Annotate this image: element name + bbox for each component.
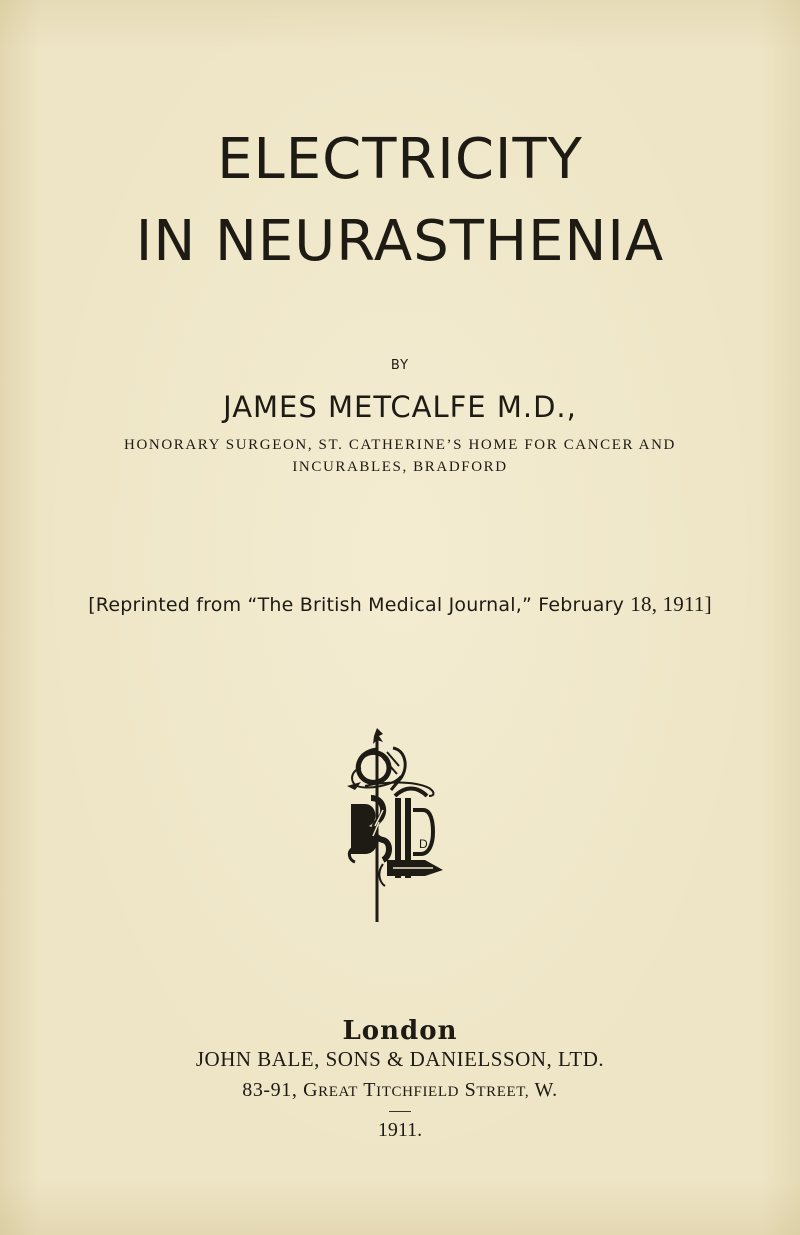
address-w: W. bbox=[534, 1079, 558, 1101]
address-street-initial: S bbox=[464, 1079, 477, 1101]
reprint-date: 18, 1911] bbox=[630, 592, 712, 616]
book-title-line-1: ELECTRICITY bbox=[217, 127, 583, 192]
imprint-address bbox=[0, 1079, 800, 1102]
affiliation-line-1: HONORARY SURGEON, ST. CATHERINE’S HOME FOR CANCER AND bbox=[124, 437, 676, 453]
address-great-rest: REAT bbox=[318, 1084, 359, 1100]
address-titchfield-initial: T bbox=[363, 1079, 377, 1101]
imprint-publisher: JOHN BALE, SONS & DANIELSSON, LTD. bbox=[195, 1047, 605, 1071]
imprint-year: 1911. bbox=[377, 1119, 423, 1141]
svg-text:D: D bbox=[419, 837, 428, 851]
reprint-text: [Reprinted from “The British Medical Journal,” February bbox=[88, 594, 625, 616]
author-affiliation bbox=[0, 434, 800, 478]
address-great bbox=[303, 1079, 358, 1101]
address-titchfield-rest: ITCHFIELD bbox=[376, 1084, 460, 1100]
address-titchfield bbox=[363, 1079, 459, 1101]
address-street-rest: TREET, bbox=[476, 1084, 530, 1100]
publisher-monogram-icon bbox=[343, 726, 463, 926]
address-great-initial: G bbox=[303, 1079, 319, 1101]
address-street bbox=[465, 1079, 530, 1101]
byline: BY bbox=[390, 358, 410, 373]
address-number: 83-91, bbox=[242, 1079, 298, 1101]
book-title-line-2: IN NEURASTHENIA bbox=[135, 209, 665, 274]
author-name: JAMES METCALFE M.D., bbox=[223, 390, 577, 424]
reprint-note bbox=[0, 592, 800, 617]
imprint-city: London bbox=[342, 1016, 458, 1046]
affiliation-line-2: INCURABLES, BRADFORD bbox=[292, 459, 508, 475]
divider-rule bbox=[389, 1111, 411, 1112]
